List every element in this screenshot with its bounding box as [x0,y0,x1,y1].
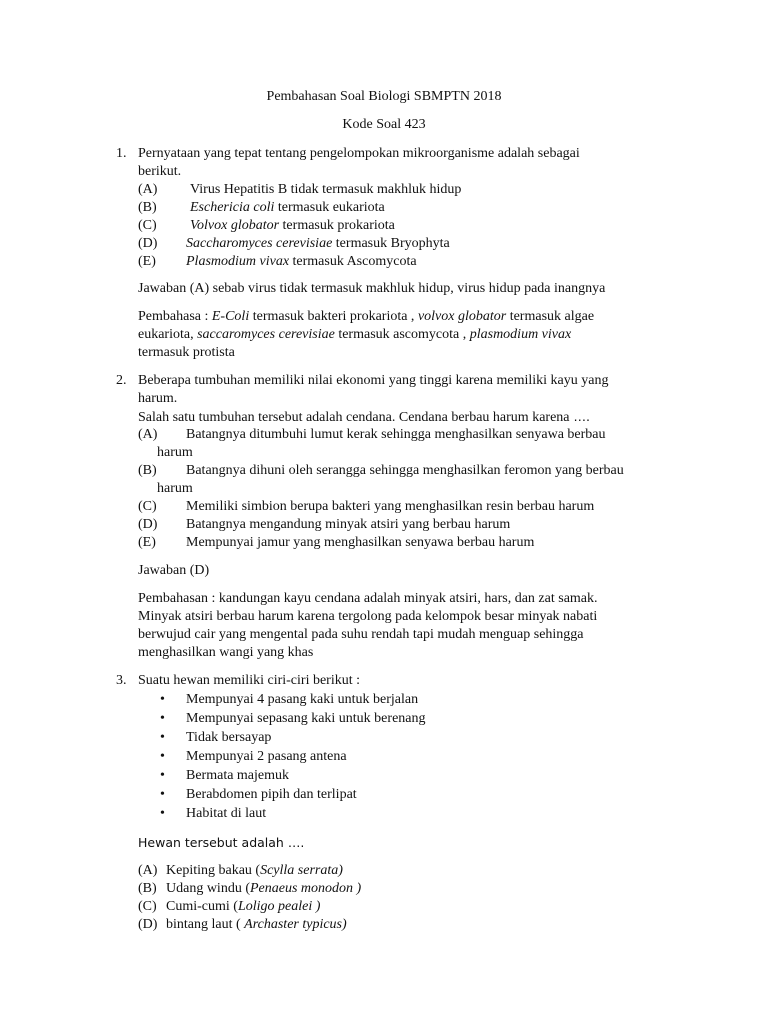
q2-option-letter: (D) [138,517,158,532]
q1-discussion-line3: termasuk protista [138,345,235,360]
q1-option-letter: (C) [138,218,157,233]
q2-option-letter: (A) [138,427,158,442]
q2-option-e: Mempunyai jamur yang menghasilkan senyawa berbau harum [186,535,535,550]
q1-discussion-line2: eukariota, saccaromyces cerevisiae termasuk ascomycota , plasmodium vivax [138,327,572,342]
q2-stem-line2: harum. [138,391,178,406]
q3-option-c: Cumi-cumi (Loligo pealei ) [166,899,321,914]
q2-stem-line1: Beberapa tumbuhan memiliki nilai ekonomi yang tinggi karena memiliki kayu yang [138,373,609,388]
q2-option-b: Batangnya dihuni oleh serangga sehingga menghasilkan feromon yang berbau [186,463,624,478]
q1-option-d: Saccharomyces cerevisiae termasuk Bryophyta [186,236,450,251]
q1-option-e: Plasmodium vivax termasuk Ascomycota [186,254,417,269]
q1-option-letter: (A) [138,182,158,197]
q2-option-b-cont: harum [157,481,193,496]
q1-option-a: Virus Hepatitis B tidak termasuk makhluk hidup [190,182,462,197]
q1-discussion-line1: Pembahasa : E-Coli termasuk bakteri prokariota , volvox globator termasuk algae [138,309,595,324]
q2-option-a-cont: harum [157,445,193,460]
q2-discussion-line1: Pembahasan : kandungan kayu cendana adalah minyak atsiri, hars, dan zat samak. [138,591,598,606]
q2-option-letter: (C) [138,499,157,514]
q2-discussion-line2: Minyak atsiri berbau harum karena tergolong pada kelompok besar minyak nabati [138,609,598,624]
list-item: Habitat di laut [186,806,267,821]
q1-option-c: Volvox globator termasuk prokariota [190,218,395,233]
list-item: Berabdomen pipih dan terlipat [186,787,357,802]
bullet-icon: • [160,749,165,764]
bullet-icon: • [160,787,165,802]
bullet-icon: • [160,806,165,821]
list-item: Tidak bersayap [186,730,272,745]
q1-number: 1. [116,146,127,161]
q2-discussion-line4: menghasilkan wangi yang khas [138,645,314,660]
q1-option-letter: (D) [138,236,158,251]
q3-number: 3. [116,673,127,688]
bullet-icon: • [160,692,165,707]
q2-option-a: Batangnya ditumbuhi lumut kerak sehingga menghasilkan senyawa berbau [186,427,606,442]
q2-option-d: Batangnya mengandung minyak atsiri yang berbau harum [186,517,511,532]
q1-option-letter: (E) [138,254,156,269]
q3-option-a: Kepiting bakau (Scylla serrata) [166,863,343,878]
bullet-icon: • [160,768,165,783]
q3-option-letter: (C) [138,899,157,914]
list-item: Mempunyai 2 pasang antena [186,749,347,764]
list-item: Mempunyai 4 pasang kaki untuk berjalan [186,692,419,707]
q2-discussion-line3: berwujud cair yang mengental pada suhu rendah tapi mudah menguap sehingga [138,627,584,642]
q1-stem-line2: berikut. [138,164,182,179]
q2-number: 2. [116,373,127,388]
bullet-icon: • [160,711,165,726]
q2-option-letter: (B) [138,463,157,478]
question-code: Kode Soal 423 [342,117,426,132]
q2-option-letter: (E) [138,535,156,550]
q3-option-letter: (A) [138,863,158,878]
page-title: Pembahasan Soal Biologi SBMPTN 2018 [266,89,502,104]
q3-option-b: Udang windu (Penaeus monodon ) [166,881,362,896]
q1-stem-line1: Pernyataan yang tepat tentang pengelompokan mikroorganisme adalah sebagai [138,146,580,161]
list-item: Bermata majemuk [186,768,290,783]
q1-answer: Jawaban (A) sebab virus tidak termasuk makhluk hidup, virus hidup pada inangnya [138,281,606,296]
q3-stem: Suatu hewan memiliki ciri-ciri berikut : [138,673,360,688]
q3-option-d: bintang laut ( Archaster typicus) [166,917,347,932]
q3-question: Hewan tersebut adalah …. [138,835,305,850]
q1-option-letter: (B) [138,200,157,215]
q3-option-letter: (B) [138,881,157,896]
q2-answer: Jawaban (D) [138,563,210,578]
q2-stem-line3: Salah satu tumbuhan tersebut adalah cendana. Cendana berbau harum karena …. [138,409,590,425]
q3-option-letter: (D) [138,917,158,932]
bullet-icon: • [160,730,165,745]
list-item: Mempunyai sepasang kaki untuk berenang [186,711,426,726]
q1-option-b: Eschericia coli termasuk eukariota [190,200,385,215]
q2-option-c: Memiliki simbion berupa bakteri yang menghasilkan resin berbau harum [186,499,595,514]
